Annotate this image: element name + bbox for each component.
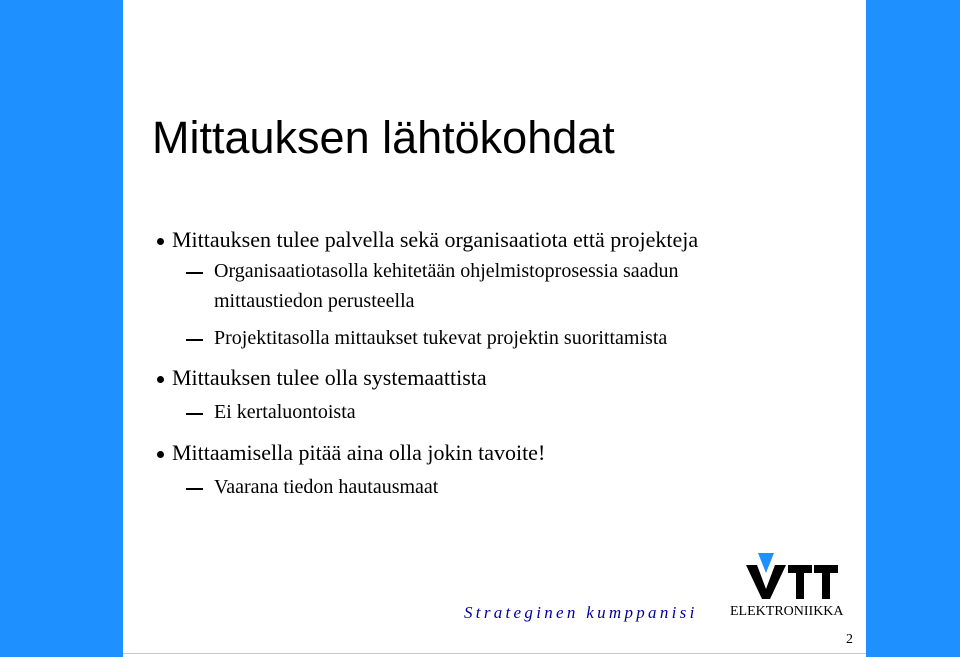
footer-tagline: Strateginen kumppanisi (464, 603, 698, 622)
bullet-item: Mittauksen tulee palvella sekä organisaatiota että projekteja (172, 227, 699, 252)
sub-bullet-item-continued: mittaustiedon perusteella (214, 290, 415, 312)
sub-bullet-dash (186, 488, 203, 490)
sub-bullet-item: Organisaatiotasolla kehitetään ohjelmistoprosessia saadun (214, 260, 679, 282)
vtt-logo-icon (744, 553, 844, 603)
sub-bullet-dash (186, 413, 203, 415)
sub-bullet-item: Ei kertaluontoista (214, 401, 356, 423)
bullet-dot (157, 238, 164, 245)
bullet-item: Mittauksen tulee olla systemaattista (172, 365, 487, 390)
sub-bullet-dash (186, 272, 203, 274)
bullet-dot (157, 451, 164, 458)
page-number: 2 (846, 632, 853, 647)
slide-title: Mittauksen lähtökohdat (152, 112, 615, 163)
sub-bullet-item: Vaarana tiedon hautausmaat (214, 476, 439, 498)
bullet-item: Mittaamisella pitää aina olla jokin tavoite! (172, 440, 546, 465)
sub-bullet-dash (186, 339, 203, 341)
right-blue-band (866, 0, 960, 657)
left-blue-band (0, 0, 123, 657)
bullet-dot (157, 376, 164, 383)
vtt-logo (744, 553, 844, 608)
logo-subtitle: ELEKTRONIIKKA (730, 604, 844, 619)
sub-bullet-item: Projektitasolla mittaukset tukevat projektin suorittamista (214, 327, 668, 349)
